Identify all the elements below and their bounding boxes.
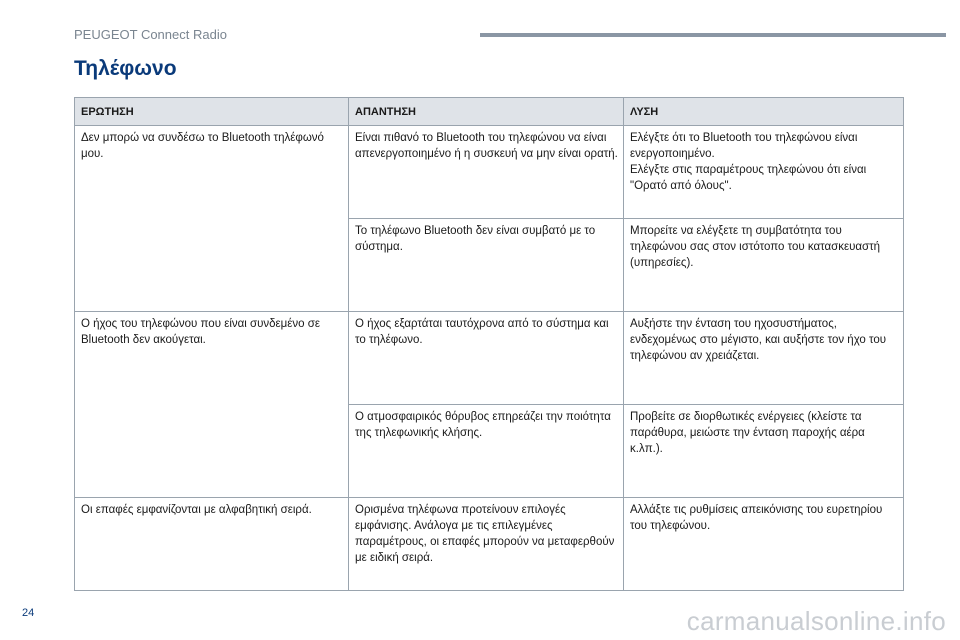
solution-cell: Προβείτε σε διορθωτικές ενέργειες (κλείστε τα παράθυρα, μειώστε την ένταση παροχής αέρα κ.λπ.). [624, 405, 904, 498]
table-row [75, 498, 904, 591]
watermark-text: carmanualsonline.info [686, 606, 946, 636]
page-number: 24 [22, 607, 35, 619]
answer-cell: Ο ατμοσφαιρικός θόρυβος επηρεάζει την ποιότητα της τηλεφωνικής κλήσης. [349, 405, 624, 498]
answer-cell: Το τηλέφωνο Bluetooth δεν είναι συμβατό με το σύστημα. [349, 219, 624, 312]
solution-cell: Αλλάξτε τις ρυθμίσεις απεικόνισης του ευρετηρίου του τηλεφώνου. [624, 498, 904, 591]
solution-cell [624, 126, 904, 219]
table-header-row [75, 98, 904, 126]
question-cell: Ο ήχος του τηλεφώνου που είναι συνδεμένο σε Bluetooth δεν ακούγεται. [75, 312, 349, 498]
answer-cell: Ο ήχος εξαρτάται ταυτόχρονα από το σύστημα και το τηλέφωνο. [349, 312, 624, 405]
header-rule [480, 33, 946, 37]
table-row [75, 312, 904, 405]
running-header: PEUGEOT Connect Radio [74, 27, 227, 42]
faq-table [74, 97, 904, 591]
page-title: Τηλέφωνο [74, 57, 177, 80]
solution-cell: Μπορείτε να ελέγξετε τη συμβατότητα του τηλεφώνου σας στον ιστότοπο του κατασκευαστή (υπηρεσίες). [624, 219, 904, 312]
solution-cell: Αυξήστε την ένταση του ηχοσυστήματος, ενδεχομένως στο μέγιστο, και αυξήστε τον ήχο του τηλεφώνου αν χρειάζεται. [624, 312, 904, 405]
column-header-answer: ΑΠΑΝΤΗΣΗ [349, 98, 624, 126]
answer-cell: Είναι πιθανό το Bluetooth του τηλεφώνου να είναι απενεργοποιημένο ή η συσκευή να μην είναι ορατή. [349, 126, 624, 219]
solution-text: Ελέγξτε ότι το Bluetooth του τηλεφώνου είναι ενεργοποιημένο. Ελέγξτε στις παραμέτρους τηλεφώνου ότι είναι "Ορατό από όλους". [630, 132, 867, 192]
answer-cell: Ορισμένα τηλέφωνα προτείνουν επιλογές εμφάνισης. Ανάλογα με τις επιλεγμένες παραμέτρους, οι επαφές μπορούν να μεταφερθούν με ειδική σειρά. [349, 498, 624, 591]
table-row [75, 126, 904, 219]
column-header-solution: ΛΥΣΗ [624, 98, 904, 126]
question-cell: Δεν μπορώ να συνδέσω το Bluetooth τηλέφωνό μου. [75, 126, 349, 312]
question-cell: Οι επαφές εμφανίζονται με αλφαβητική σειρά. [75, 498, 349, 591]
column-header-question: ΕΡΩΤΗΣΗ [75, 98, 349, 126]
